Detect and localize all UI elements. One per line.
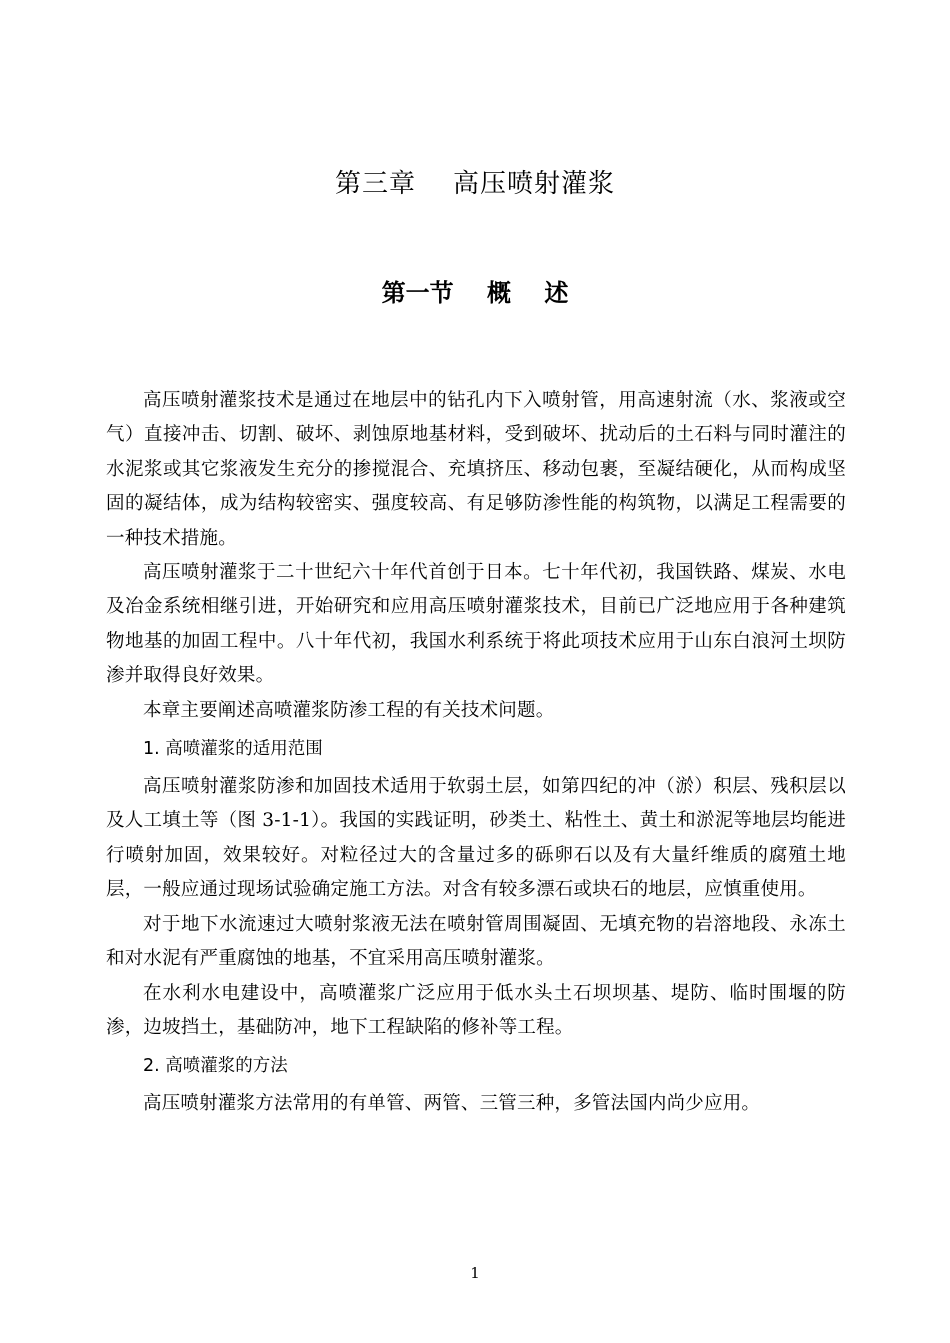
page-number: 1 xyxy=(470,1264,480,1282)
paragraph-history: 高压喷射灌浆于二十世纪六十年代首创于日本。七十年代初，我国铁路、煤炭、水电及冶金系统相继引进，开始研究和应用高压喷射灌浆技术，目前已广泛地应用于各种建筑物地基的加固工程中。八十年代初，我国水利系统于将此项技术应用于山东白浪河土坝防渗并取得良好效果。 xyxy=(106,562,846,687)
document-body xyxy=(106,384,846,1122)
paragraph-intro: 高压喷射灌浆技术是通过在地层中的钻孔内下入喷射管，用高速射流（水、浆液或空气）直接冲击、切割、破坏、剥蚀原地基材料，受到破坏、扰动后的土石料与同时灌注的水泥浆或其它浆液发生充分的掺搅混合、充填挤压、移动包裹，至凝结硬化，从而构成坚固的凝结体，成为结构较密实、强度较高、有足够防渗性能的构筑物，以满足工程需要的一种技术措施。 xyxy=(106,390,846,549)
paragraph-applicability: 高压喷射灌浆防渗和加固技术适用于软弱土层，如第四纪的冲（淤）积层、残积层以及人工填土等（图 3-1-1）。我国的实践证明，砂类土、粘性土、黄土和淤泥等地层均能进行喷射加固，效果较好。对粒径过大的含量过多的砾卵石以及有大量纤维质的腐殖土地层，一般应通过现场试验确定施工方法。对含有较多漂石或块石的地层，应慎重使用。 xyxy=(106,776,846,901)
paragraph-methods: 高压喷射灌浆方法常用的有单管、两管、三管三种，多管法国内尚少应用。 xyxy=(143,1093,761,1115)
section-title: 第一节 概 述 xyxy=(381,279,569,307)
heading-applicability: 1. 高喷灌浆的适用范围 xyxy=(143,739,323,760)
heading-methods: 2. 高喷灌浆的方法 xyxy=(143,1056,288,1077)
chapter-title: 第三章 高压喷射灌浆 xyxy=(334,169,616,199)
paragraph-hydro-use: 在水利水电建设中，高喷灌浆广泛应用于低水头土石坝坝基、堤防、临时围堰的防渗，边坡挡土，基础防冲，地下工程缺陷的修补等工程。 xyxy=(106,982,846,1038)
paragraph-scope: 本章主要阐述高喷灌浆防渗工程的有关技术问题。 xyxy=(143,699,555,721)
paragraph-unsuitable: 对于地下水流速过大喷射浆液无法在喷射管周围凝固、无填充物的岩溶地段、永冻土和对水泥有严重腐蚀的地基，不宜采用高压喷射灌浆。 xyxy=(106,913,846,970)
